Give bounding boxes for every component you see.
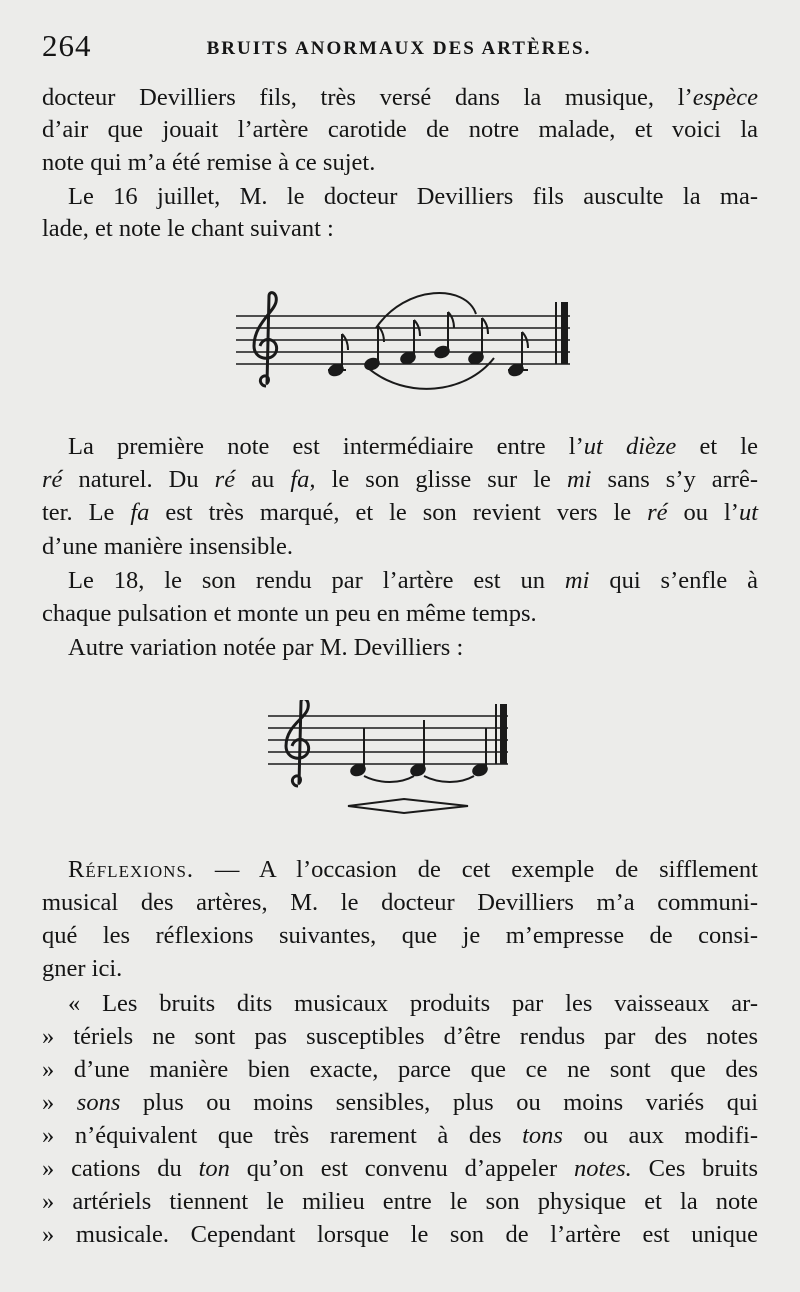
music-staff-second <box>268 700 518 824</box>
text-line: chaque pulsation et monte un peu en même temps. <box>42 600 537 627</box>
text-line: » cations du ton qu’on est convenu d’appeler notes. Ces bruits <box>42 1155 758 1182</box>
text-line: » musicale. Cependant lorsque le son de l’artère est unique <box>42 1221 758 1248</box>
treble-clef-icon <box>286 700 309 786</box>
text-line: Réflexions. — A l’occasion de cet exemple de sifflement <box>68 856 758 883</box>
text-line: d’air que jouait l’artère carotide de notre malade, et voici la <box>42 116 758 143</box>
text-line: Le 16 juillet, M. le docteur Devilliers fils ausculte la ma- <box>68 183 758 210</box>
text-line: » artériels tiennent le milieu entre le son physique et la note <box>42 1188 758 1215</box>
text-line: Autre variation notée par M. Devilliers : <box>68 634 464 661</box>
text-line: ter. Le fa est très marqué, et le son revient vers le ré ou l’ut <box>42 499 758 526</box>
text-line: Le 18, le son rendu par l’artère est un mi qui s’enfle à <box>68 567 758 594</box>
text-line: » tériels ne sont pas susceptibles d’être rendus par des notes <box>42 1023 758 1050</box>
text-line: « Les bruits dits musicaux produits par les vaisseaux ar- <box>68 990 758 1017</box>
running-title: BRUITS ANORMAUX DES ARTÈRES. <box>206 38 592 59</box>
text-line: » d’une manière bien exacte, parce que ce ne sont que des <box>42 1056 758 1083</box>
page-number: 264 <box>42 28 92 63</box>
text-line: La première note est intermédiaire entre l’ut dièze et le <box>68 433 758 460</box>
text-line: note qui m’a été remise à ce sujet. <box>42 149 376 176</box>
text-line: lade, et note le chant suivant : <box>42 215 334 242</box>
text-line: ré naturel. Du ré au fa, le son glisse sur le mi sans s’y arrê- <box>42 466 758 493</box>
text-line: qué les réflexions suivantes, que je m’empresse de consi- <box>42 922 758 949</box>
text-line: gner ici. <box>42 955 123 982</box>
text-line: d’une manière insensible. <box>42 533 294 560</box>
text-line: musical des artères, M. le docteur Devilliers m’a communi- <box>42 889 758 916</box>
page-header <box>42 28 756 68</box>
text-line: docteur Devilliers fils, très versé dans la musique, l’espèce <box>42 84 758 111</box>
text-line: » sons plus ou moins sensibles, plus ou moins variés qui <box>42 1089 759 1116</box>
text-line: » n’équivalent que très rarement à des tons ou aux modifi- <box>42 1122 758 1149</box>
music-staff-first <box>236 288 576 400</box>
